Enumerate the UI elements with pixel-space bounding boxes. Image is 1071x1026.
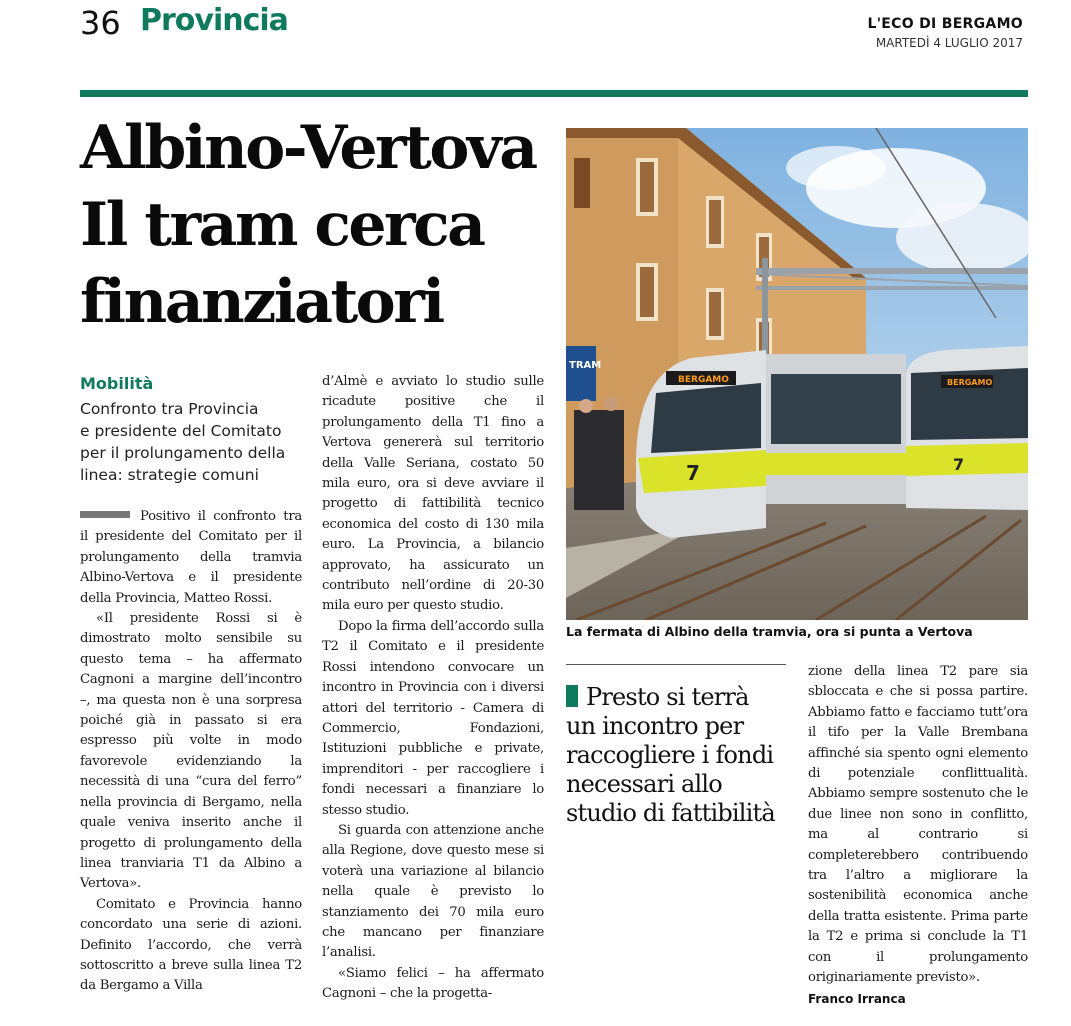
pullquote-text: Presto si terrà <box>586 683 749 711</box>
header-rule <box>80 90 1028 97</box>
tram-destination: BERGAMO <box>678 375 729 385</box>
lead-bar <box>80 511 130 518</box>
headline <box>80 110 560 341</box>
subhead-line: per il prolungamento della <box>80 444 286 462</box>
headline-line: Albino-Vertova <box>80 113 536 183</box>
subhead-line: Confronto tra Provincia <box>80 400 259 418</box>
paragraph-text: Positivo il confronto tra il presidente del Comitato per il prolungamento della tramvia Albino-Vertova e il presidente della Provincia, Matteo Rossi. <box>80 509 302 606</box>
pullquote-line: studio di fattibilità <box>566 799 775 827</box>
article-column-1 <box>80 507 302 997</box>
paragraph: d’Almè e avviato lo studio sulle ricadute positive che il prolungamento della T1 fino a Vertova genererà sul territorio della Valle Seriana, costato 50 mila euro, ora si deve avviare il progetto di fattibilità tecnico economica del costo di 130 mila euro. La Provincia, a bilancio approvato, ha assicurato un contributo nell’ordine di 20-30 mila euro per questo studio. <box>322 374 544 614</box>
page-number: 36 <box>80 4 121 42</box>
pullquote-line <box>566 683 796 712</box>
headline-line: Il tram cerca <box>80 190 484 260</box>
paragraph: zione della linea T2 pare sia sbloccata e che si possa partire. Abbiamo fatto e facciamo tutt’ora il tifo per la Valle Brembana affinché sia spento ogni elemento di potenziale conflittualità. Abbiamo sempre sostenuto che le due linee non sono in conflitto, ma al contrario si completerebbero contribuendo tra l’altro a migliorare la sostenibilità economica anche della tratta esistente. Prima parte la T2 e prima si conclude la T1 con il prolungamento originariamente previsto». <box>808 664 1028 986</box>
paragraph: Comitato e Provincia hanno concordato una serie di azioni. Definito l’accordo, che verrà sottoscritto a breve sulla linea T2 da Bergamo a Villa <box>80 896 302 994</box>
article-column-2 <box>322 372 544 1005</box>
paragraph: «Il presidente Rossi si è dimostrato molto sensibile su questo tema – ha affermato Cagnoni a margine dell’incontro –, ma questa non è una sorpresa poiché già in passato si era espresso più volte in modo favorevole evidenziando la necessità di una “cura del ferro” nella provincia di Bergamo, nella quale veniva inserito anche il progetto di prolungamento della linea tranviaria T1 da Albino a Vertova». <box>80 611 302 892</box>
photo-caption: La fermata di Albino della tramvia, ora si punta a Vertova <box>566 624 973 639</box>
paragraph: «Siamo felici – ha affermato Cagnoni – che la progetta- <box>322 965 544 1002</box>
tram-number: 7 <box>953 455 965 474</box>
paragraph: Dopo la firma dell’accordo sulla T2 il Comitato e il presidente Rossi intendono convocare un incontro in Provincia con i diversi attori del territorio - Camera di Commercio, Fondazioni, Istituzioni pubbliche e private, imprenditori - per raccogliere i fondi necessari a finanziare lo stesso studio. <box>322 618 544 818</box>
tram-photo <box>566 128 1028 620</box>
tram-destination: BERGAMO <box>947 378 993 387</box>
pullquote <box>566 683 796 828</box>
pullquote-marker <box>566 685 578 707</box>
pullquote-rule <box>566 664 786 665</box>
subhead-line: linea: strategie comuni <box>80 466 259 484</box>
pullquote-line: raccogliere i fondi <box>566 741 774 769</box>
article-column-3 <box>808 662 1028 989</box>
stop-sign-label: TRAM <box>569 360 602 371</box>
subhead-line: e presidente del Comitato <box>80 422 282 440</box>
paragraph: Si guarda con attenzione anche alla Regione, dove questo mese si voterà una variazione al bilancio nella quale è previsto lo stanziamento dei 70 mila euro che mancano per finanziare l’analisi. <box>322 822 544 961</box>
newspaper-name: L'ECO DI BERGAMO <box>867 16 1023 32</box>
pullquote-line: un incontro per <box>566 712 744 740</box>
kicker: Mobilità <box>80 374 154 393</box>
tram-number: 7 <box>686 461 700 485</box>
paragraph <box>80 507 302 609</box>
byline: Franco Irranca <box>808 992 906 1006</box>
section-title: Provincia <box>140 3 288 38</box>
pullquote-line: necessari allo <box>566 770 722 798</box>
issue-date: MARTEDÌ 4 LUGLIO 2017 <box>875 36 1023 50</box>
headline-line: finanziatori <box>80 267 443 337</box>
subheadline <box>80 398 310 486</box>
masthead <box>868 16 1024 50</box>
